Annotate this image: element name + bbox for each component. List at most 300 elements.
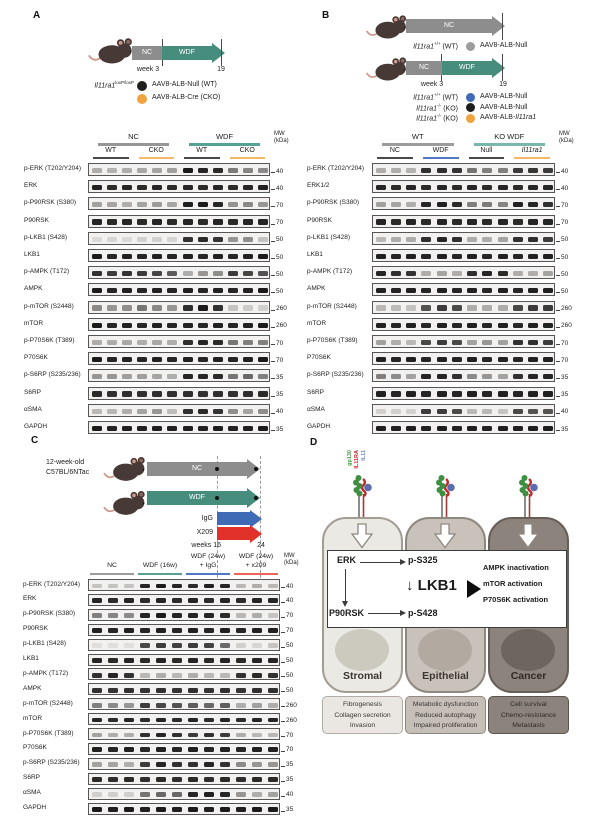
blot-band	[122, 168, 132, 173]
blot-band	[213, 168, 223, 173]
blot-band	[140, 733, 151, 738]
blot-band	[198, 271, 208, 276]
outcome-p70s6k: P70S6K activation	[483, 595, 549, 604]
blot-band	[167, 357, 177, 362]
blot-band	[228, 168, 238, 173]
blot-row-label: AMPK	[307, 285, 326, 293]
cell-nucleus	[501, 629, 555, 671]
blot-band	[452, 305, 462, 310]
blot-band	[376, 185, 386, 190]
p90rsk-to-s428-arrow	[368, 613, 400, 614]
mw-value: 40	[276, 184, 284, 192]
blot-band	[543, 168, 553, 173]
blot-subgroup-label: CKO	[239, 147, 255, 154]
nc-arrow: NC	[147, 462, 247, 476]
erk-to-p90rsk-arrow	[345, 569, 346, 601]
blot-band	[124, 584, 135, 589]
blot-band	[376, 237, 386, 242]
blot-box	[88, 683, 280, 695]
blot-band	[498, 340, 508, 345]
mw-tick	[271, 172, 275, 173]
mw-tick	[271, 378, 275, 379]
blot-band	[498, 254, 508, 259]
blot-band	[252, 733, 263, 738]
blot-band	[437, 426, 447, 431]
blot-band	[482, 426, 492, 431]
blot-band	[513, 426, 523, 431]
blot-group-label: WDF (24w)	[190, 553, 226, 560]
blot-band	[140, 777, 151, 782]
blot-band	[167, 391, 177, 396]
blot-group-bar	[186, 573, 230, 575]
mouse-icon	[364, 13, 408, 42]
blot-band	[406, 357, 416, 362]
blot-band	[467, 219, 477, 224]
mw-tick	[281, 602, 285, 603]
blot-band	[421, 409, 431, 414]
blot-row-label: p-P90RSK (S380)	[24, 199, 77, 207]
blot-band	[204, 628, 215, 633]
blot-band	[107, 374, 117, 379]
blot-row-label: LKB1	[23, 655, 39, 662]
blot-band	[258, 202, 268, 207]
blot-box	[88, 713, 280, 725]
blot-band	[228, 202, 238, 207]
blot-band	[156, 688, 167, 693]
blot-band	[482, 409, 492, 414]
blot-band	[406, 340, 416, 345]
blot-band	[152, 391, 162, 396]
blot-band	[156, 733, 167, 738]
blot-band	[92, 598, 103, 603]
blot-band	[236, 762, 247, 767]
blot-band	[543, 357, 553, 362]
panel-a-letter: A	[33, 10, 41, 21]
mw-tick	[271, 361, 275, 362]
blot-row-label: GAPDH	[307, 423, 331, 430]
mw-value: 70	[286, 627, 294, 635]
blot-subgroup-label: Il11ra1	[521, 147, 543, 154]
blot-band	[467, 340, 477, 345]
blot-band	[467, 271, 477, 276]
blot-band	[243, 340, 253, 345]
blot-band	[228, 340, 238, 345]
blot-band	[220, 598, 231, 603]
blot-band	[107, 202, 117, 207]
blot-band	[467, 237, 477, 242]
mw-tick	[271, 292, 275, 293]
cell-outcome-box	[322, 696, 403, 734]
blot-band	[482, 185, 492, 190]
blot-band	[498, 409, 508, 414]
week24-label: 24	[257, 542, 265, 549]
blot-subgroup-bar	[423, 157, 459, 159]
blot-band	[140, 658, 151, 663]
mw-value: 40	[276, 167, 284, 175]
blot-band	[437, 168, 447, 173]
blot-band	[482, 357, 492, 362]
cell-name: Epithelial	[422, 670, 469, 682]
blot-band	[482, 271, 492, 276]
blot-band	[188, 733, 199, 738]
mw-tick	[271, 258, 275, 259]
blot-band	[376, 305, 386, 310]
blot-band	[252, 747, 263, 752]
timeline-start-label: week 3	[136, 66, 160, 73]
legend-label: AAV8-ALB-Null	[480, 42, 528, 49]
mw-tick	[556, 327, 560, 328]
blot-band	[213, 340, 223, 345]
blot-band	[391, 288, 401, 293]
blot-band	[258, 426, 268, 431]
blot-band	[140, 673, 151, 678]
blot-band	[183, 185, 193, 190]
blot-box	[88, 609, 280, 621]
blot-row-label: p-P70S6K (T389)	[307, 337, 358, 344]
blot-band	[124, 747, 135, 752]
blot-subgroup-bar	[377, 157, 413, 159]
blot-band	[107, 409, 117, 414]
blot-row-label: P90RSK	[23, 625, 48, 633]
blot-band	[421, 426, 431, 431]
blot-row-label: p-LKB1 (S428)	[307, 233, 350, 241]
blot-band	[437, 374, 447, 379]
blot-band	[167, 426, 177, 431]
blot-box	[88, 283, 270, 296]
blot-band	[406, 219, 416, 224]
mw-value: 260	[276, 305, 287, 313]
genotype-superscript: loxP/loxP	[115, 80, 134, 85]
blot-band	[137, 374, 147, 379]
blot-band	[92, 185, 102, 190]
blot-band	[108, 658, 119, 663]
lkb1-downregulated-node: ↓ LKB1	[406, 577, 457, 594]
blot-band	[172, 613, 183, 618]
blot-band	[188, 628, 199, 633]
blot-band	[376, 374, 386, 379]
blot-band	[243, 237, 253, 242]
mw-tick	[556, 258, 560, 259]
blot-band	[498, 374, 508, 379]
blot-band	[236, 688, 247, 693]
blot-band	[391, 391, 401, 396]
blot-band	[188, 807, 199, 812]
blot-row-label: P70S6K	[24, 354, 48, 362]
blot-band	[172, 792, 183, 797]
blot-band	[228, 426, 238, 431]
outcome-mtor: mTOR activation	[483, 579, 543, 588]
mw-tick	[281, 751, 285, 752]
blot-band	[122, 271, 132, 276]
blot-band	[137, 271, 147, 276]
blot-band	[172, 747, 183, 752]
mw-value: 50	[276, 270, 284, 278]
blot-band	[92, 628, 103, 633]
blot-band	[391, 254, 401, 259]
blot-band	[376, 409, 386, 414]
blot-band	[498, 357, 508, 362]
blot-band	[467, 288, 477, 293]
blot-band	[167, 288, 177, 293]
blot-band	[498, 219, 508, 224]
blot-band	[188, 703, 199, 708]
mw-header-line2: (kDa)	[274, 138, 289, 144]
blot-band	[243, 374, 253, 379]
blot-band	[391, 340, 401, 345]
blot-box	[88, 803, 280, 815]
blot-row-label: p-mTOR (S2448)	[24, 302, 74, 310]
blot-band	[92, 374, 102, 379]
blot-subgroup-label: Null	[480, 147, 493, 154]
blot-band	[204, 688, 215, 693]
blot-band	[122, 288, 132, 293]
blot-band	[228, 305, 238, 310]
mw-tick	[556, 361, 560, 362]
blot-band	[376, 391, 386, 396]
signal-down-block-arrow-icon	[351, 523, 373, 549]
blot-band	[198, 288, 208, 293]
blot-band	[406, 374, 416, 379]
blot-band	[152, 237, 162, 242]
blot-band	[220, 703, 231, 708]
igg-label: IgG	[201, 515, 213, 522]
blot-band	[167, 323, 177, 328]
cell-outcome-line: Reduced autophagy	[415, 711, 476, 719]
blot-band	[498, 271, 508, 276]
mw-tick	[556, 413, 560, 414]
blot-band	[236, 673, 247, 678]
mouse-strain-line2: C57BL/6NTac	[46, 469, 90, 476]
blot-band	[391, 219, 401, 224]
blot-band	[452, 340, 462, 345]
blot-band	[268, 807, 279, 812]
blot-band	[228, 271, 238, 276]
blot-band	[107, 271, 117, 276]
blot-band	[172, 584, 183, 589]
blot-group-label: WDF (16w)	[142, 562, 178, 569]
blot-band	[198, 340, 208, 345]
blot-band	[236, 777, 247, 782]
blot-row-label: P90RSK	[24, 216, 49, 224]
blot-band	[452, 254, 462, 259]
blot-band	[220, 643, 231, 648]
blot-row-label: GAPDH	[24, 423, 48, 430]
blot-band	[108, 628, 119, 633]
blot-band	[188, 792, 199, 797]
mw-tick	[556, 396, 560, 397]
genotype-gene: Il11ra1	[94, 82, 116, 90]
blot-band	[437, 254, 447, 259]
blot-band	[92, 426, 102, 431]
blot-band	[252, 688, 263, 693]
blot-band	[252, 807, 263, 812]
blot-band	[204, 658, 215, 663]
blot-band	[156, 762, 167, 767]
blot-band	[252, 613, 263, 618]
blot-row-label: AMPK	[23, 684, 42, 692]
mw-tick	[271, 327, 275, 328]
blot-band	[156, 584, 167, 589]
blot-row-label: mTOR	[24, 319, 44, 327]
blot-band	[243, 202, 253, 207]
mw-value: 35	[561, 391, 569, 399]
blot-band	[258, 168, 268, 173]
mw-tick	[281, 811, 285, 812]
blot-band	[137, 391, 147, 396]
blot-group-label2: + IgG	[199, 562, 217, 569]
blot-band	[107, 305, 117, 310]
blot-band	[236, 792, 247, 797]
mw-header-line1: MW	[284, 553, 295, 559]
legend-label: AAV8-ALB-Null	[480, 103, 528, 111]
blot-subgroup-bar	[139, 157, 175, 159]
blot-band	[513, 323, 523, 328]
blot-band	[122, 185, 132, 190]
blot-band	[452, 288, 462, 293]
blot-band	[124, 762, 135, 767]
blot-band	[252, 584, 263, 589]
mw-tick	[271, 224, 275, 225]
mw-value: 70	[276, 356, 284, 364]
blot-box	[88, 163, 270, 176]
blot-band	[108, 673, 119, 678]
blot-band	[268, 673, 279, 678]
blot-band	[213, 219, 223, 224]
blot-band	[183, 340, 193, 345]
blot-band	[213, 323, 223, 328]
blot-band	[172, 733, 183, 738]
blot-band	[258, 357, 268, 362]
blot-band	[498, 305, 508, 310]
mw-tick	[281, 736, 285, 737]
legend-genotype: Il11ra1+/+ (WT)	[413, 92, 458, 102]
mouse-age-line1: 12-week-old	[46, 459, 85, 466]
blot-band	[406, 254, 416, 259]
blot-band	[108, 688, 119, 693]
blot-band	[406, 426, 416, 431]
blot-band	[156, 658, 167, 663]
blot-band	[156, 792, 167, 797]
panel-d-letter: D	[310, 437, 318, 448]
blot-band	[156, 777, 167, 782]
blot-band	[213, 409, 223, 414]
blot-row-label: p-P90RSK (S380)	[307, 199, 360, 207]
mw-value: 35	[561, 373, 569, 381]
blot-band	[140, 807, 151, 812]
mouse-icon	[364, 55, 408, 84]
cell-outcome-line: Impaired proliferation	[413, 722, 478, 729]
blot-band	[107, 254, 117, 259]
blot-band	[213, 202, 223, 207]
blot-band	[513, 409, 523, 414]
blot-row-label: LKB1	[307, 251, 323, 258]
erk-to-s325-arrowhead	[400, 559, 406, 565]
blot-band	[220, 584, 231, 589]
blot-band	[140, 584, 151, 589]
blot-band	[228, 357, 238, 362]
blot-band	[543, 374, 553, 379]
blot-group-bar	[98, 143, 169, 146]
blot-band	[236, 643, 247, 648]
mw-tick	[281, 632, 285, 633]
blot-band	[156, 643, 167, 648]
blot-band	[172, 807, 183, 812]
blot-band	[172, 777, 183, 782]
blot-band	[421, 202, 431, 207]
blot-band	[92, 219, 102, 224]
blot-band	[156, 807, 167, 812]
blot-band	[528, 288, 538, 293]
blot-band	[220, 628, 231, 633]
blot-band	[204, 747, 215, 752]
blot-band	[437, 323, 447, 328]
timeline-nc-segment: NC	[406, 19, 492, 33]
blot-band	[213, 254, 223, 259]
blot-band	[437, 202, 447, 207]
blot-band	[243, 168, 253, 173]
blot-band	[167, 254, 177, 259]
blot-box	[372, 197, 555, 210]
blot-band	[108, 807, 119, 812]
blot-row-label: p-S6RP (S235/236)	[307, 371, 364, 379]
blot-band	[421, 340, 431, 345]
blot-band	[528, 219, 538, 224]
blot-band	[236, 747, 247, 752]
mw-tick	[556, 430, 560, 431]
blot-band	[198, 323, 208, 328]
cell-outcome-line: Invasion	[349, 722, 376, 729]
blot-band	[198, 254, 208, 259]
blot-band	[204, 598, 215, 603]
blot-band	[108, 643, 119, 648]
blot-row-label: ERK	[24, 182, 38, 190]
mw-value: 35	[276, 391, 284, 399]
blot-band	[220, 807, 231, 812]
blot-band	[140, 598, 151, 603]
legend-label: AAV8-ALB-Null	[480, 93, 528, 100]
blot-band	[391, 374, 401, 379]
blot-band	[498, 202, 508, 207]
blot-band	[376, 426, 386, 431]
mw-value: 50	[286, 686, 294, 694]
mw-value: 50	[276, 287, 284, 295]
blot-band	[137, 426, 147, 431]
blot-box	[372, 421, 555, 434]
blot-box	[372, 335, 555, 348]
blot-band	[452, 219, 462, 224]
blot-box	[372, 369, 555, 382]
mw-value: 35	[286, 806, 294, 813]
mw-header-line2: (kDa)	[559, 138, 574, 144]
blot-band	[513, 185, 523, 190]
timeline-end-label: 19	[499, 81, 507, 88]
mw-value: 40	[561, 408, 569, 416]
blot-band	[220, 718, 231, 723]
blot-band	[107, 391, 117, 396]
blot-group-bar	[189, 143, 260, 146]
blot-band	[252, 658, 263, 663]
mw-value: 40	[561, 184, 569, 192]
mw-tick	[281, 647, 285, 648]
blot-band	[437, 219, 447, 224]
blot-box	[88, 639, 280, 651]
signal-down-block-arrow-icon	[517, 523, 539, 549]
blot-band	[152, 409, 162, 414]
blot-band	[513, 305, 523, 310]
mw-value: 50	[561, 270, 569, 278]
blot-band	[528, 391, 538, 396]
blot-row-label: αSMA	[23, 789, 41, 797]
